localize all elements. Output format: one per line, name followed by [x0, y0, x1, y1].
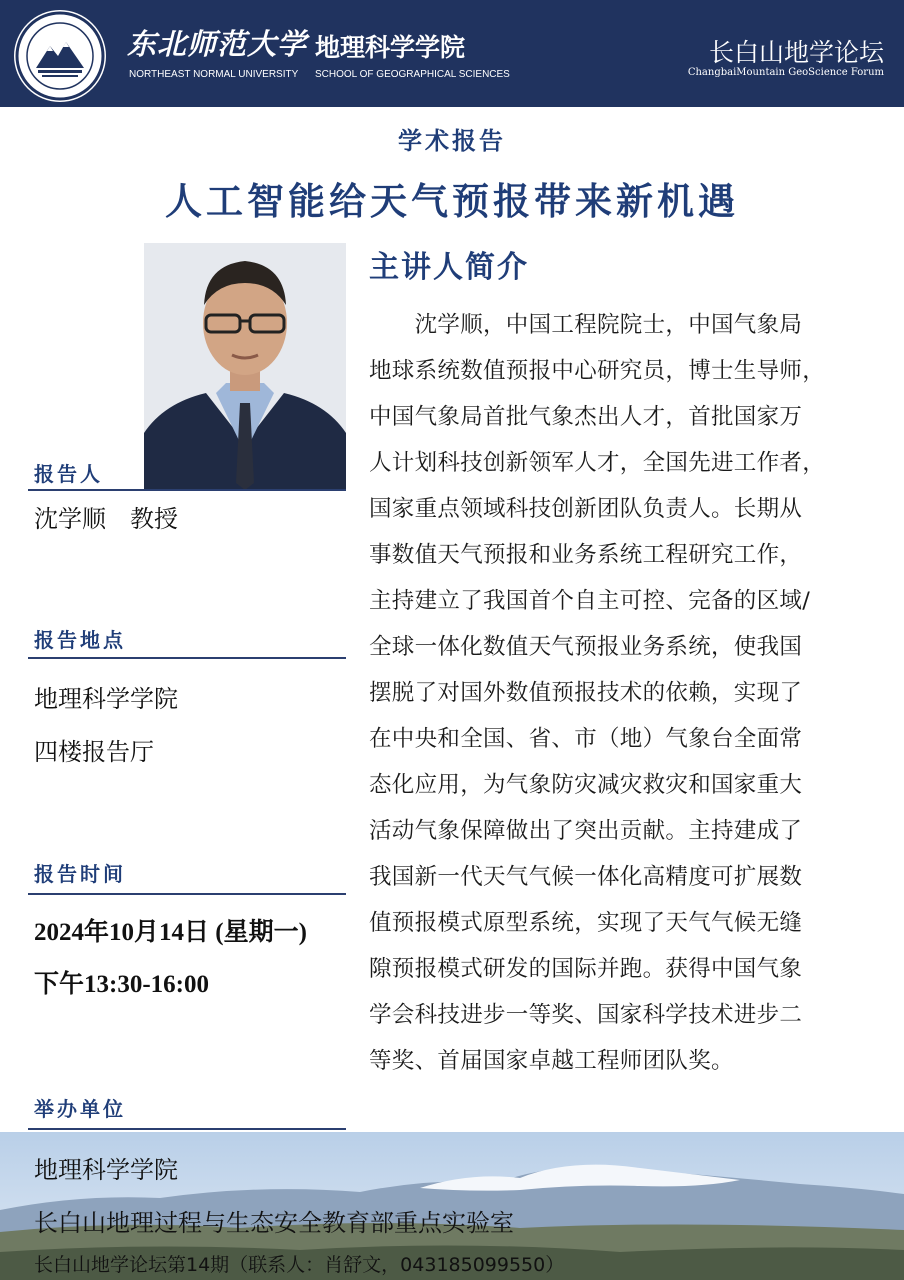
bio-line: 活动气象保障做出了突出贡献。主持建成了 — [369, 818, 803, 844]
venue-divider — [28, 657, 346, 659]
bio-line: 沈学顺，中国工程院院士，中国气象局 — [369, 312, 803, 338]
organizer-line-1: 地理科学学院 — [34, 1156, 178, 1184]
university-logo — [14, 10, 106, 102]
forum-name-en: ChangbaiMountain GeoScience Forum — [687, 67, 884, 78]
bio-line: 主持建立了我国首个自主可控、完备的区域/ — [369, 588, 811, 614]
speaker-name: 沈学顺 教授 — [34, 505, 178, 533]
time-label: 报告时间 — [34, 862, 126, 886]
organizer-label: 举办单位 — [34, 1097, 126, 1121]
bio-line: 等奖、首届国家卓越工程师团队奖。 — [369, 1048, 734, 1074]
forum-name-cn: 长白山地学论坛 — [708, 38, 884, 67]
university-name-en: NORTHEAST NORMAL UNIVERSITY — [129, 69, 299, 80]
bio-line: 地球系统数值预报中心研究员，博士生导师， — [369, 358, 826, 384]
bio-line: 在中央和全国、省、市（地）气象台全面常 — [369, 726, 803, 752]
venue-line-1: 地理科学学院 — [34, 685, 178, 713]
page-title: 人工智能给天气预报带来新机遇 — [165, 179, 739, 223]
bio-line: 我国新一代天气气候一体化高精度可扩展数 — [369, 864, 803, 890]
speaker-label: 报告人 — [34, 462, 103, 486]
time-hours: 下午13:30-16:00 — [34, 971, 209, 998]
organizer-line-2: 长白山地理过程与生态安全教育部重点实验室 — [34, 1209, 514, 1237]
page-subtitle: 学术报告 — [398, 126, 506, 155]
bio-line: 国家重点领域科技创新团队负责人。长期从 — [369, 496, 803, 522]
bio-heading: 主讲人简介 — [369, 250, 529, 285]
bio-line: 摆脱了对国外数值预报技术的依赖，实现了 — [369, 680, 803, 706]
school-name-cn: 地理科学学院 — [315, 33, 466, 62]
speaker-portrait-image — [144, 243, 346, 490]
school-name-en: SCHOOL OF GEOGRAPHICAL SCIENCES — [315, 69, 510, 80]
bio-line: 学会科技进步一等奖、国家科学技术进步二 — [369, 1002, 803, 1028]
bio-line: 人计划科技创新领军人才，全国先进工作者， — [369, 450, 826, 476]
bio-line: 全球一体化数值天气预报业务系统，使我国 — [369, 634, 803, 660]
bio-line: 隙预报模式研发的国际并跑。获得中国气象 — [369, 956, 803, 982]
speaker-photo — [144, 243, 346, 490]
organizer-divider — [28, 1128, 346, 1130]
university-seal-icon — [14, 10, 106, 102]
bio-line: 事数值天气预报和业务系统工程研究工作， — [369, 542, 803, 568]
time-divider — [28, 893, 346, 895]
venue-label: 报告地点 — [34, 628, 126, 652]
venue-line-2: 四楼报告厅 — [34, 738, 154, 766]
bio-line: 值预报模式原型系统，实现了天气气候无缝 — [369, 910, 803, 936]
footer-contact: 长白山地学论坛第14期（联系人：肖舒文，043185099550） — [34, 1254, 565, 1276]
speaker-divider — [28, 489, 346, 491]
university-name-cn: 东北师范大学 — [127, 27, 308, 61]
header-banner — [0, 0, 904, 107]
bio-line: 态化应用，为气象防灾减灾救灾和国家重大 — [369, 772, 803, 798]
bio-line: 中国气象局首批气象杰出人才，首批国家万 — [369, 404, 803, 430]
time-date: 2024年10月14日 (星期一) — [34, 919, 307, 946]
